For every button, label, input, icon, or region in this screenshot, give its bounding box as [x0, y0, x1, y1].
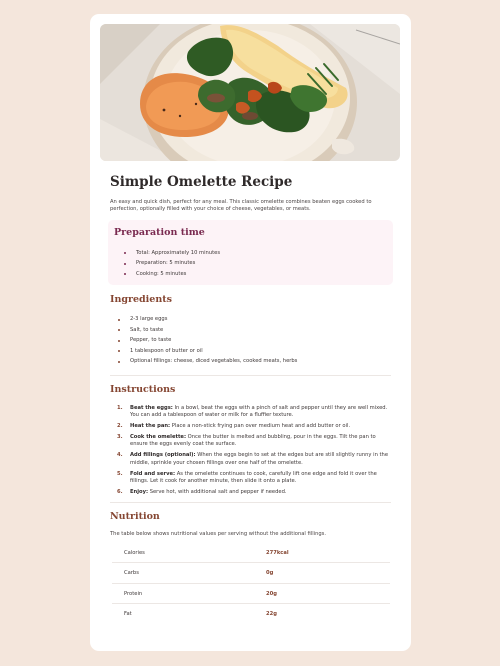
list-item: Total: Approximately 10 minutes	[114, 248, 387, 259]
omelette-image	[100, 24, 400, 161]
nutrition-description: The table below shows nutritional values per serving without the additional fillings.	[110, 531, 327, 538]
nutrition-table	[112, 543, 390, 624]
step-text: In a bowl, beat the eggs with a pinch of salt and pepper until they are well mixed. You can add a tablespoon of water or milk for a fluffier texture.	[130, 404, 388, 419]
instruction-step	[110, 489, 391, 496]
divider	[110, 502, 391, 503]
preparation-list	[114, 248, 387, 280]
step-label: Heat the pan:	[130, 423, 171, 430]
step-label: Beat the eggs:	[130, 404, 173, 411]
instruction-step	[110, 471, 391, 486]
list-item: Pepper, to taste	[110, 335, 391, 346]
instruction-step	[110, 434, 391, 449]
list-item: Optional fillings: cheese, diced vegetables, cooked meats, herbs	[110, 356, 391, 367]
instructions-title: Instructions	[110, 383, 176, 395]
recipe-intro: An easy and quick dish, perfect for any meal. This classic omelette combines beaten eggs cooked to perfection, optionally filled with your choice of cheese, vegetables, or meats.	[110, 199, 372, 213]
nutrient-label: Protein	[112, 583, 266, 604]
step-text: As the omelette continues to cook, carefully lift one edge and fold it over the fillings. Let it cook for another minute, then slide it onto a plate.	[130, 470, 377, 485]
step-label: Enjoy:	[130, 488, 149, 495]
step-text: Serve hot, with additional salt and pepper if needed.	[148, 488, 287, 495]
recipe-card	[90, 14, 411, 651]
list-item: Salt, to taste	[110, 325, 391, 336]
step-label: Cook the omelette:	[130, 434, 187, 441]
instruction-step	[110, 423, 391, 430]
ingredients-section	[110, 294, 391, 367]
step-text: Place a non-stick frying pan over medium heat and add butter or oil.	[170, 423, 351, 430]
nutrition-section	[110, 511, 391, 623]
step-text: When the eggs begin to set at the edges but are still slightly runny in the middle, sprinkle your chosen fillings over one half of the omelette.	[130, 452, 389, 466]
step-text: Once the butter is melted and bubbling, pour in the eggs. Tilt the pan to ensure the eggs evenly coat the surface.	[130, 434, 376, 448]
step-number: 4.	[117, 452, 123, 459]
list-item: Cooking: 5 minutes	[114, 269, 387, 280]
nutrient-label: Fat	[124, 611, 132, 618]
nutrient-value: 22g	[266, 611, 277, 618]
step-number: 3.	[117, 434, 123, 441]
instructions-section	[110, 384, 391, 497]
step-label: Fold and serve:	[130, 470, 176, 477]
table-row	[112, 543, 390, 563]
page-title: Simple Omelette Recipe	[110, 174, 293, 190]
nutrient-value: 0g	[266, 563, 390, 584]
table-row	[112, 604, 390, 624]
table-row	[112, 563, 390, 584]
instruction-step	[110, 452, 391, 467]
step-number: 5.	[117, 470, 123, 477]
step-number: 1.	[117, 404, 123, 411]
nutrient-value: 277kcal	[266, 543, 390, 563]
instruction-step	[110, 405, 391, 420]
step-number: 2.	[117, 423, 123, 430]
instructions-list	[110, 405, 391, 497]
preparation-title: Preparation time	[114, 226, 205, 238]
preparation-time-box	[108, 220, 393, 286]
divider	[110, 375, 391, 376]
list-item: Preparation: 5 minutes	[114, 258, 387, 269]
step-label: Add fillings (optional):	[130, 452, 196, 459]
step-number: 6.	[117, 488, 123, 495]
nutrition-title: Nutrition	[110, 511, 160, 523]
nutrient-label: Carbs	[112, 563, 266, 584]
list-item: 1 tablespoon of butter or oil	[110, 346, 391, 357]
nutrient-value: 20g	[266, 583, 390, 604]
ingredients-title: Ingredients	[110, 294, 172, 306]
list-item: 2-3 large eggs	[110, 314, 391, 325]
ingredients-list	[110, 314, 391, 367]
nutrient-label: Calories	[112, 543, 266, 563]
table-row	[112, 583, 390, 604]
